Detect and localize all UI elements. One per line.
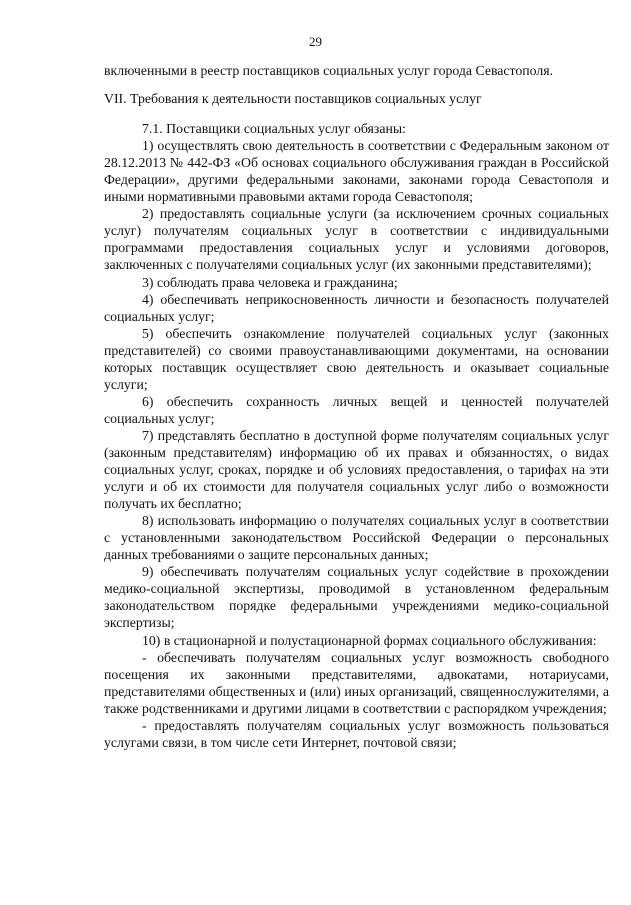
paragraph-item-4: 4) обеспечивать неприкосновенность личности и безопасность получателей социальных услуг; [104, 291, 609, 324]
paragraph-item-2: 2) предоставлять социальные услуги (за исключением срочных социальных услуг) получателям социальных услуг в соответствии с индивидуальными программами предоставления социальных услуг и условиями договоров, заключенных с получателями социальных услуг (их законными представителями); [104, 206, 609, 273]
paragraph-item-9: 9) обеспечивать получателям социальных услуг содействие в прохождении медико-социальной экспертизы, проводимой в установленном федеральным законодательством порядке федеральными учреждениями медико-социальной экспертизы; [104, 564, 609, 631]
section-title: VII. Требования к деятельности поставщиков социальных услуг [104, 91, 482, 107]
paragraph-item-1: 1) осуществлять свою деятельность в соответствии с Федеральным законом от 28.12.2013 № 442-ФЗ «Об основах социального обслуживания граждан в Российской Федерации», другими федеральными законами, законами города Севастополя и иными нормативными правовыми актами города Севастополя; [104, 138, 609, 205]
paragraph-item-5: 5) обеспечить ознакомление получателей социальных услуг (законных представителей) со своими правоустанавливающими документами, на основании которых поставщик осуществляет свою деятельность и оказывает социальные услуги; [104, 325, 609, 392]
paragraph-subitem-communication: - предоставлять получателям социальных услуг возможность пользоваться услугами связи, в том числе сети Интернет, почтовой связи; [104, 717, 609, 750]
paragraph-7-1: 7.1. Поставщики социальных услуг обязаны: [142, 121, 406, 137]
page-number: 29 [309, 34, 322, 49]
paragraph-subitem-visits: - обеспечивать получателям социальных услуг возможность свободного посещения их законными представителями, адвокатами, нотариусами, представителями общественных и (или) иных организаций, священнослужителями, а также родственниками и другими лицами в соответствии с распорядком учреждения; [104, 649, 609, 716]
document-body [104, 62, 609, 751]
paragraph-item-3: 3) соблюдать права человека и гражданина; [142, 274, 398, 290]
paragraph-item-10: 10) в стационарной и полустационарной формах социального обслуживания: [142, 632, 597, 648]
paragraph-item-7: 7) представлять бесплатно в доступной форме получателям социальных услуг (законным представителям) информацию об их правах и обязанностях, о видах социальных услуг, сроках, порядке и об условиях предоставления, о тарифах на эти услуги и об их стоимости для получателя социальных услуг либо о возможности получать их бесплатно; [104, 427, 609, 512]
paragraph-item-6: 6) обеспечить сохранность личных вещей и ценностей получателей социальных услуг; [104, 393, 609, 426]
paragraph-item-8: 8) использовать информацию о получателях социальных услуг в соответствии с установленными законодательством Российской Федерации о персональных данных требованиями о защите персональных данных; [104, 513, 609, 563]
continuation-text: включенными в реестр поставщиков социальных услуг города Севастополя. [104, 63, 554, 78]
